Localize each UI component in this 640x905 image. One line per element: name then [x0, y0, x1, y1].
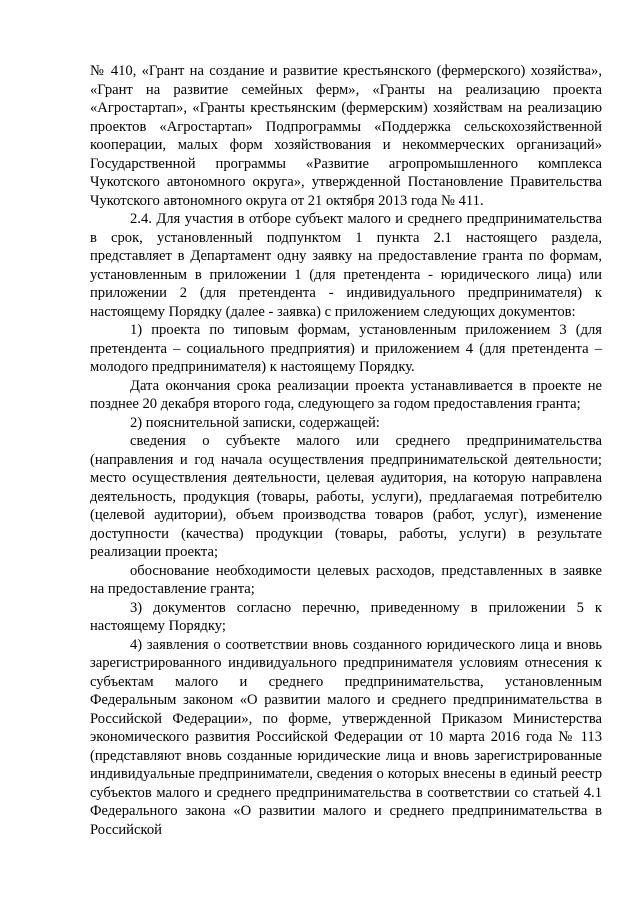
paragraph-item-2-explanatory-note: 2) пояснительной записки, содержащей: [130, 414, 380, 431]
document-page [90, 62, 602, 839]
paragraph-expense-justification: обоснование необходимости целевых расходов, представленных в заявке на предоставление гранта; [90, 562, 602, 597]
paragraph-item-1-project: 1) проекта по типовым формам, установленным приложением 3 (для претендента – социального предприятия) и приложением 4 (для претендента – молодого предпринимателя) к настоящему Порядку. [90, 322, 602, 375]
paragraph-section-2-4: 2.4. Для участия в отборе субъект малого и среднего предпринимательства в срок, установленный подпунктом 1 пункта 2.1 настоящего раздела, представляет в Департамент одну заявку на предоставление гранта по формам, установленным в приложении 1 (для претендента - юридического лица) или приложении 2 (для претендента - индивидуального предпринимателя) к настоящему Порядку (далее - заявка) с приложением следующих документов: [90, 211, 602, 320]
paragraph-project-deadline: Дата окончания срока реализации проекта устанавливается в проекте не позднее 20 декабря второго года, следующего за годом предоставления гранта; [90, 377, 602, 412]
paragraph-item-4-statement: 4) заявления о соответствии вновь созданного юридического лица и вновь зарегистрированного индивидуального предпринимателя условиям отнесения к субъектам малого и среднего предпринимательства, установленным Федеральным законом «О развитии малого и среднего предпринимательства в Российской Федерации», по форме, утвержденной Приказом Министерства экономического развития Российской Федерации от 10 марта 2016 года № 113 (представляют вновь созданные юридические лица и вновь зарегистрированные индивидуальные предприниматели, сведения о которых внесены в единый реестр субъектов малого и среднего предпринимательства в соответствии со статьей 4.1 Федерального закона «О развитии малого и среднего предпринимательства в Российской [90, 636, 602, 838]
paragraph-entity-information: сведения о субъекте малого или среднего предпринимательства (направления и год начала осуществления предпринимательской деятельности; место осуществления деятельности, целевая аудитория, на которую направлена деятельность, продукция (товары, работы, услуги), предлагаемая потребителю (целевой аудитории), объем производства товаров (работ, услуг), изменение доступности (качества) продукции (товары, работы, услуги) в результате реализации проекта; [90, 433, 602, 560]
paragraph-item-3-documents: 3) документов согласно перечню, приведенному в приложении 5 к настоящему Порядку; [90, 599, 602, 634]
paragraph-grant-list-continuation: № 410, «Грант на создание и развитие крестьянского (фермерского) хозяйства», «Грант на развитие семейных ферм», «Гранты на реализацию проекта «Агростартап», «Гранты крестьянским (фермерским) хозяйствам на реализацию проектов «Агростартап» Подпрограммы «Поддержка сельскохозяйственной кооперации, малых форм хозяйствования и некоммерческих организаций» Государственной программы «Развитие агропромышленного комплекса Чукотского автономного округа», утвержденной Постановление Правительства Чукотского автономного округа от 21 октября 2013 года № 411. [90, 63, 602, 209]
